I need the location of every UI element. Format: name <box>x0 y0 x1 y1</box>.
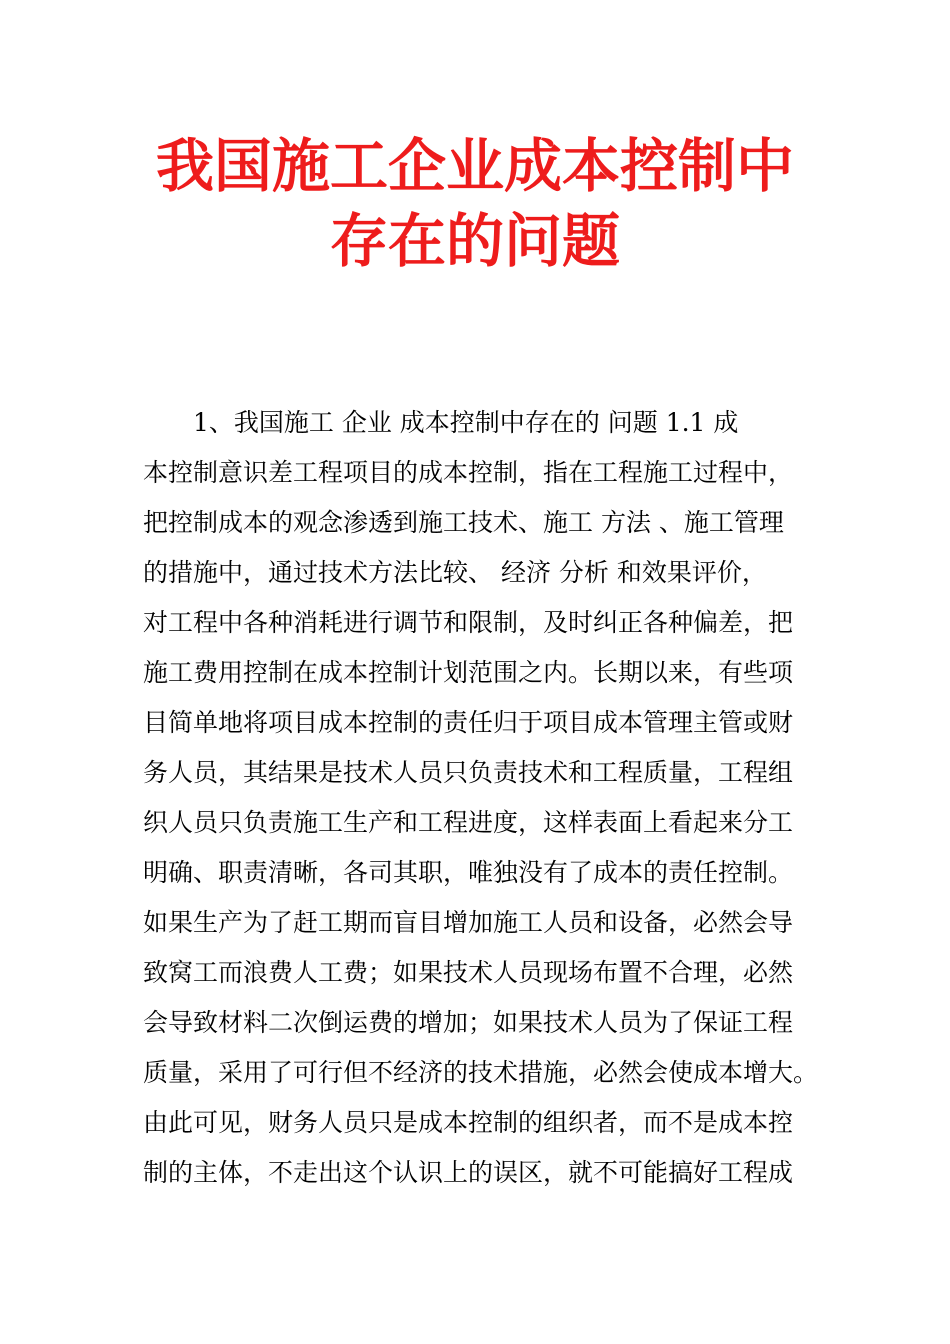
document-title-line-2: 存在的问题 <box>329 207 620 275</box>
body-line: 施工费用控制在成本控制计划范围之内。长期以来，有些项 <box>143 658 794 687</box>
body-line: 把控制成本的观念渗透到施工技术、施工 方法 、施工管理 <box>143 508 784 537</box>
body-line: 目简单地将项目成本控制的责任归于项目成本管理主管或财 <box>143 708 794 737</box>
body-line: 明确、职责清晰，各司其职，唯独没有了成本的责任控制。 <box>143 858 794 887</box>
body-line: 对工程中各种消耗进行调节和限制，及时纠正各种偏差，把 <box>143 608 794 637</box>
body-line: 会导致材料二次倒运费的增加；如果技术人员为了保证工程 <box>143 1008 794 1037</box>
body-line: 致窝工而浪费人工费；如果技术人员现场布置不合理，必然 <box>143 958 794 987</box>
body-line: 制的主体，不走出这个认识上的误区，就不可能搞好工程成 <box>143 1158 794 1187</box>
body-line: 如果生产为了赶工期而盲目增加施工人员和设备，必然会导 <box>143 908 794 937</box>
body-line: 织人员只负责施工生产和工程进度，这样表面上看起来分工 <box>143 808 794 837</box>
document-title-line-1: 我国施工企业成本控制中 <box>155 132 794 200</box>
body-line: 由此可见，财务人员只是成本控制的组织者，而不是成本控 <box>143 1108 794 1137</box>
body-line: 本控制意识差工程项目的成本控制，指在工程施工过程中， <box>143 458 794 487</box>
body-line: 务人员，其结果是技术人员只负责技术和工程质量，工程组 <box>143 758 794 787</box>
document-body <box>143 398 823 1198</box>
body-line: 的措施中，通过技术方法比较、 经济 分析 和效果评价， <box>143 558 767 587</box>
body-line: 质量，采用了可行但不经济的技术措施，必然会使成本增大。 <box>143 1058 819 1087</box>
body-line: 1、我国施工 企业 成本控制中存在的 问题 1.1 成 <box>143 408 739 437</box>
